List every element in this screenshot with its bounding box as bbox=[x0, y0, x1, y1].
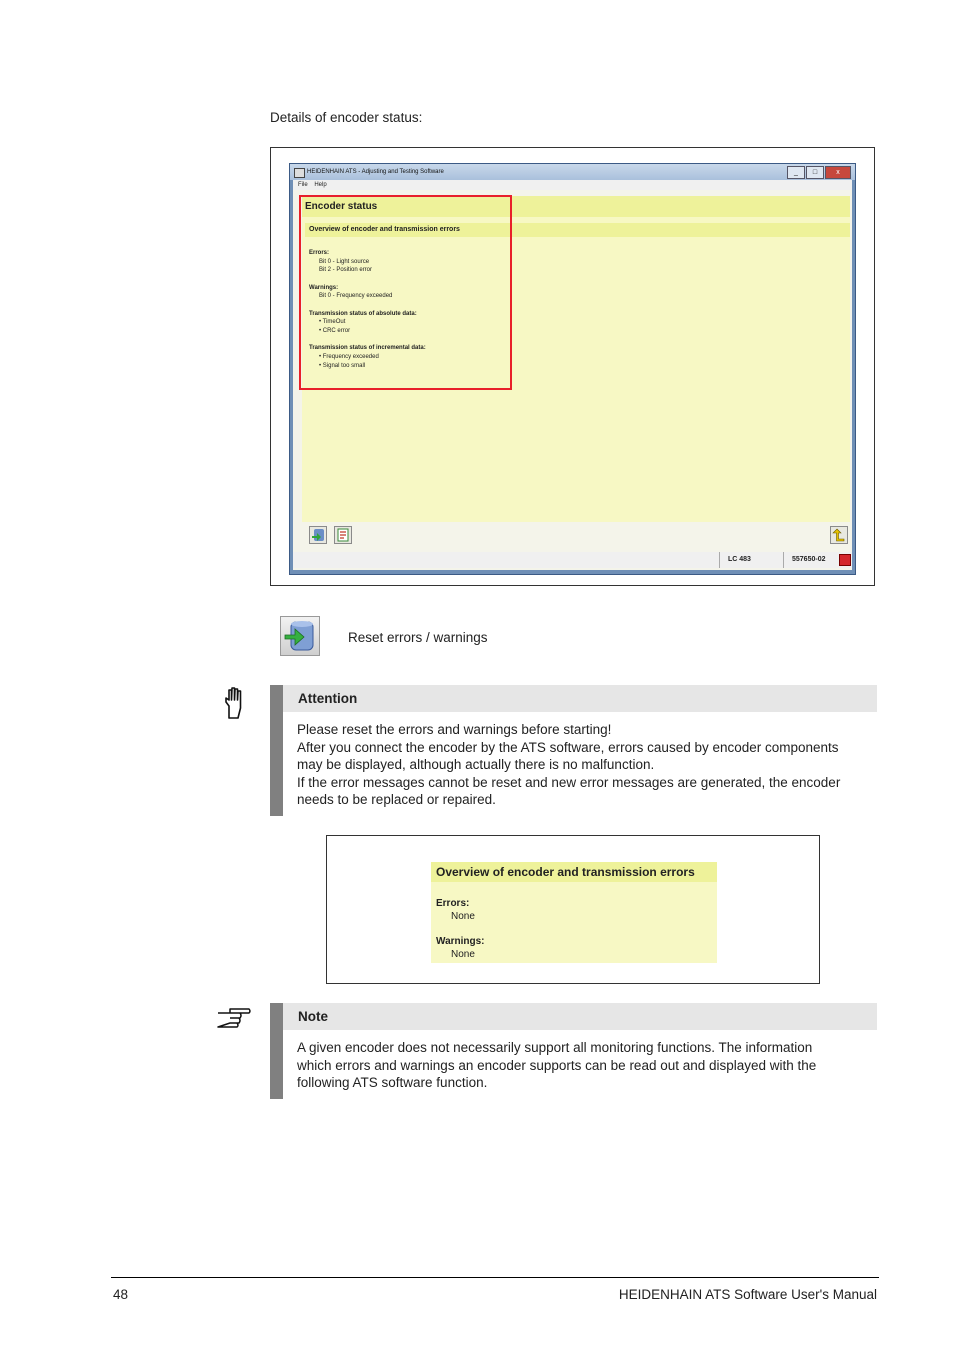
reset-errors-button[interactable] bbox=[309, 526, 327, 544]
overview-title: Overview of encoder and transmission errors bbox=[436, 865, 695, 879]
ats-window bbox=[289, 163, 856, 575]
status-bar bbox=[293, 552, 852, 568]
note-heading: Note bbox=[283, 1003, 877, 1030]
note-body bbox=[297, 1039, 879, 1092]
errors-heading: Errors: bbox=[436, 898, 470, 909]
attention-line: Please reset the errors and warnings before starting! bbox=[297, 722, 612, 737]
back-button[interactable] bbox=[830, 526, 848, 544]
menu-file[interactable]: File bbox=[298, 182, 308, 188]
footer-title: HEIDENHAIN ATS Software User's Manual bbox=[618, 1287, 877, 1302]
overview-title: Overview of encoder and transmission errors bbox=[309, 226, 460, 233]
log-icon bbox=[335, 527, 351, 543]
menu-bar bbox=[293, 180, 852, 190]
overview-screenshot bbox=[326, 835, 820, 984]
window-title: HEIDENHAIN ATS - Adjusting and Testing Software bbox=[307, 169, 444, 175]
attention-bar bbox=[270, 685, 283, 816]
abs-item: • TimeOut bbox=[319, 319, 346, 326]
inc-item: • Frequency exceeded bbox=[319, 353, 379, 360]
close-button[interactable]: x bbox=[825, 166, 851, 179]
errors-heading: Errors: bbox=[309, 250, 330, 256]
menu-help[interactable]: Help bbox=[314, 182, 327, 188]
client-area bbox=[293, 190, 852, 570]
status-model: LC 483 bbox=[719, 552, 774, 568]
attention-line: If the error messages cannot be reset and new error messages are generated, the encoder bbox=[297, 774, 841, 790]
reset-icon bbox=[310, 527, 326, 543]
status-indicator bbox=[839, 554, 851, 566]
pointing-hand-icon bbox=[216, 1005, 252, 1035]
inc-item: • Signal too small bbox=[319, 362, 366, 369]
attention-line: After you connect the encoder by the ATS software, errors caused by encoder components bbox=[297, 739, 839, 755]
note-line: following ATS software function. bbox=[297, 1075, 488, 1091]
error-item: Bit 0 - Light source bbox=[319, 258, 370, 265]
back-arrow-icon bbox=[831, 527, 847, 543]
log-button[interactable] bbox=[334, 526, 352, 544]
overview-list bbox=[436, 898, 485, 961]
abs-item: • CRC error bbox=[319, 327, 351, 334]
reset-icon-large bbox=[280, 616, 320, 656]
overview-header bbox=[431, 862, 717, 882]
note-bar bbox=[270, 1003, 283, 1099]
page-number: 48 bbox=[113, 1287, 129, 1302]
bottom-toolbar bbox=[296, 524, 849, 546]
attention-body bbox=[297, 721, 879, 809]
intro-text: Details of encoder status: bbox=[270, 110, 423, 125]
warnings-value: None bbox=[451, 948, 475, 960]
warnings-heading: Warnings: bbox=[436, 936, 485, 947]
inc-heading: Transmission status of incremental data: bbox=[309, 345, 426, 352]
attention-line: needs to be replaced or repaired. bbox=[297, 792, 496, 808]
note-line: which errors and warnings an encoder supports can be read out and displayed with the bbox=[297, 1057, 817, 1073]
reset-icon bbox=[281, 617, 319, 655]
minimize-button[interactable]: _ bbox=[787, 166, 805, 179]
encoder-status-title: Encoder status bbox=[305, 201, 378, 212]
overview-panel bbox=[431, 862, 717, 963]
note-line: A given encoder does not necessarily support all monitoring functions. The information bbox=[297, 1040, 813, 1055]
abs-heading: Transmission status of absolute data: bbox=[309, 310, 417, 317]
errors-value: None bbox=[451, 910, 475, 922]
window-title-bar bbox=[290, 164, 855, 180]
hand-stop-icon bbox=[222, 686, 248, 726]
error-item: Bit 2 - Position error bbox=[319, 267, 373, 274]
status-id: 557650-02 bbox=[783, 552, 838, 568]
reset-label: Reset errors / warnings bbox=[348, 630, 488, 645]
footer-rule bbox=[111, 1277, 879, 1278]
maximize-button[interactable]: □ bbox=[806, 166, 824, 179]
attention-line: may be displayed, although actually there is no malfunction. bbox=[297, 757, 655, 773]
warning-item: Bit 0 - Frequency exceeded bbox=[319, 293, 393, 300]
attention-heading: Attention bbox=[283, 685, 877, 712]
highlight-box bbox=[299, 195, 512, 390]
app-icon bbox=[294, 168, 305, 178]
warnings-heading: Warnings: bbox=[309, 284, 339, 291]
